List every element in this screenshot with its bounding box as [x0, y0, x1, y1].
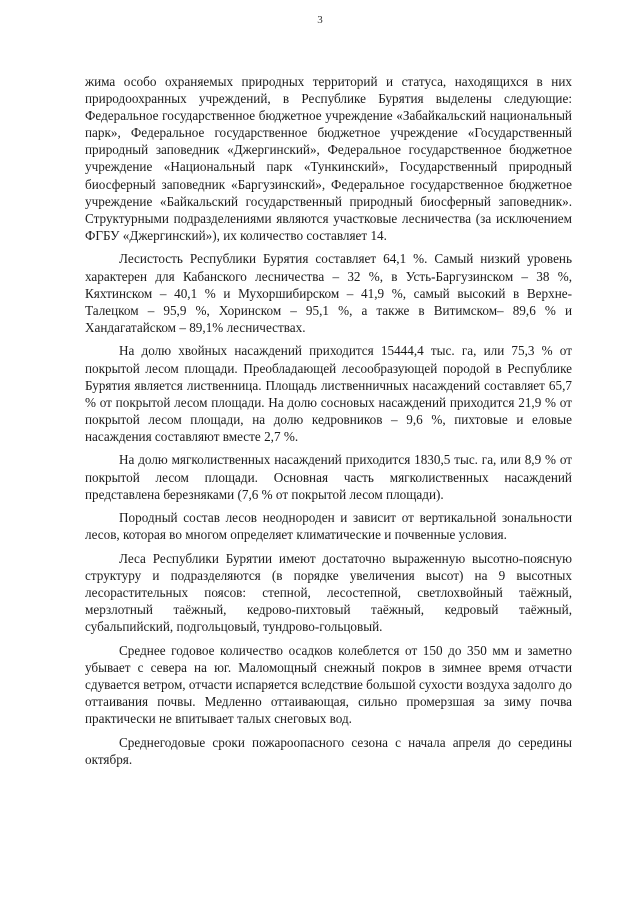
paragraph-softwood: На долю мягколиственных насаждений приходится 1830,5 тыс. га, или 8,9 % от покрытой лесом площади. Основная часть мягколиственных насаждений представлена березняками (7,6 % от покрытой лесом площади).: [85, 452, 572, 502]
paragraph-coniferous: На долю хвойных насаждений приходится 15444,4 тыс. га, или 75,3 % от покрытой лесом площади. Преобладающей лесообразующей породой в Республике Бурятия является лиственница. Площадь лиственничных насаждений составляет 65,7 % от покрытой лесом площади. На долю сосновых насаждений приходится 21,9 % от покрытой лесом площади, на долю кедровников – 9,6 %, пихтовые и еловые насаждения составляют вместе 2,7 %.: [85, 343, 572, 444]
paragraph-species-composition: Породный состав лесов неоднороден и зависит от вертикальной зональности лесов, которая во многом определяет климатические и почвенные условия.: [85, 510, 572, 543]
paragraph-fire-season: Среднегодовые сроки пожароопасного сезона с начала апреля до середины октября.: [85, 734, 572, 767]
paragraph-forest-cover: Лесистость Республики Бурятия составляет 64,1 %. Самый низкий уровень характерен для Кабанского лесничества – 32 %, в Усть-Баргузинском – 38 %, Кяхтинском – 40,1 % и Мухоршибирском – 41,9 %, самый высокий в Верхне-Талецком – 95,9 %, Хоринском – 95,1 %, а также в Витимском– 89,6 % и Хандагатайском – 89,1% лесничествах.: [85, 251, 572, 335]
paragraph-precipitation: Среднее годовое количество осадков колеблется от 150 до 350 мм и заметно убывает с севера на юг. Маломощный снежный покров в зимнее время отчасти сдувается ветром, отчасти испаряется вследствие большой сухости воздуха задолго до оттаивания почвы. Медленно оттаивающая, сильно промерзшая за зиму почва практически не впитывает талых снеговых вод.: [85, 642, 572, 727]
paragraph-protected-areas: жима особо охраняемых природных территорий и статуса, находящихся в них природоохранных учреждений, в Республике Бурятия выделены следующие: Федеральное государственное бюджетное учреждение «Забайкальский национальный парк», Федеральное государственное бюджетное учреждение «Государственный природный заповедник «Джергинский», Федеральное государственное бюджетное учреждение «Национальный парк «Тункинский», Государственный природный биосферный заповедник «Баргузинский», Федеральное государственное бюджетное учреждение «Байкальский государственный природный биосферный заповедник». Структурными подразделениями являются участковые лесничества (за исключением ФГБУ «Джергинский»), их количество составляет 14.: [85, 74, 572, 243]
document-body: [85, 73, 572, 775]
paragraph-altitudinal-zones: Леса Республики Бурятии имеют достаточно выраженную высотно-поясную структуру и подразделяются (в порядке увеличения высот) на 9 высотных лесорастительных поясов: степной, лесостепной, светлохвойный таёжный, мерзлотный таёжный, кедрово-пихтовый таёжный, кедровый таёжный, субальпийский, подгольцовый, тундрово-гольцовый.: [85, 550, 572, 635]
page-number: 3: [317, 14, 323, 26]
